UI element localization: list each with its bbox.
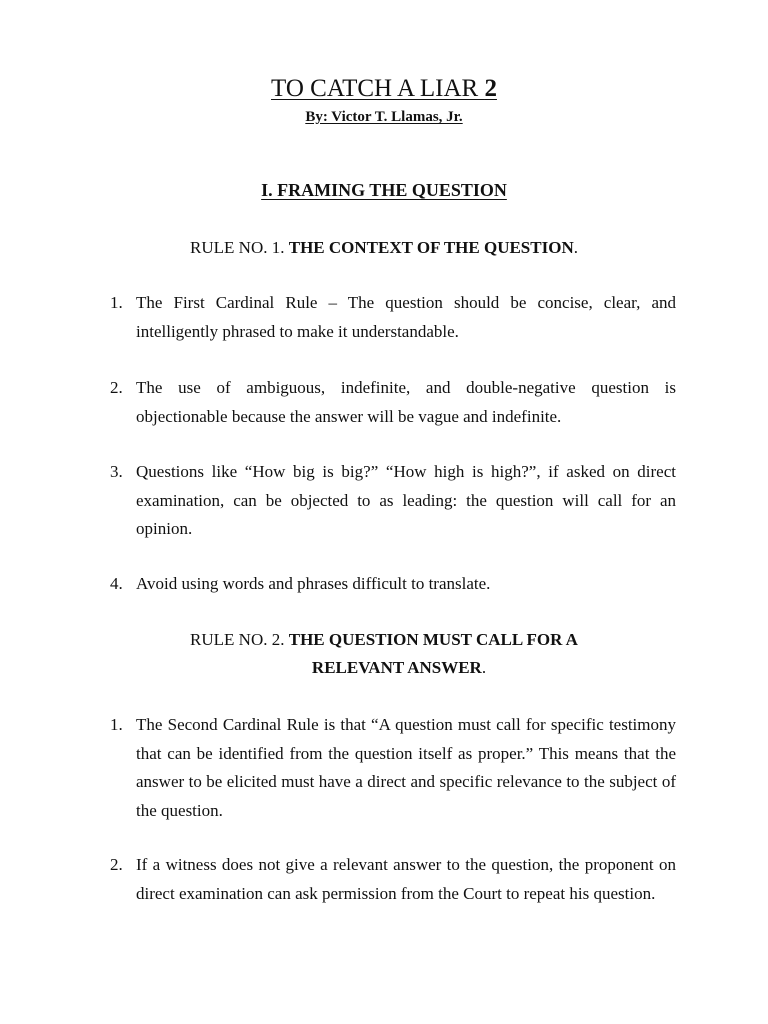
list-item-number: 1.	[110, 715, 123, 734]
rule-2-title-line-2-wrap	[0, 654, 768, 682]
list-item-number: 3.	[110, 462, 123, 481]
list-item	[110, 851, 676, 908]
list-item-number: 4.	[110, 574, 123, 593]
rule-1-title: THE CONTEXT OF THE QUESTION	[288, 238, 574, 257]
list-item-number: 1.	[110, 293, 123, 312]
title-number: 2	[484, 75, 497, 102]
list-item-number: 2.	[110, 855, 123, 874]
rule-2-suffix: .	[481, 658, 487, 677]
rule-2-heading	[0, 626, 768, 682]
list-item-text: The use of ambiguous, indefinite, and double-negative question is objectionable because the answer will be vague and indefinite.	[136, 378, 676, 426]
title-text: TO CATCH A LIAR	[271, 75, 485, 102]
rule-2-title-line-2: RELEVANT ANSWER	[311, 658, 482, 677]
list-item-text: The First Cardinal Rule – The question should be concise, clear, and intelligently phrased to make it understandable.	[136, 293, 676, 341]
list-item	[110, 374, 676, 431]
section-heading: I. FRAMING THE QUESTION	[261, 180, 507, 200]
document-title	[0, 72, 768, 106]
rule-2-prefix: RULE NO. 2.	[190, 630, 289, 649]
rule-1-prefix: RULE NO. 1.	[190, 238, 289, 257]
list-item	[110, 289, 676, 346]
list-item	[110, 711, 676, 825]
rule-2-title-line-1: THE QUESTION MUST CALL FOR A	[288, 630, 578, 649]
author-byline: By: Victor T. Llamas, Jr.	[305, 109, 463, 125]
rule-1-heading	[0, 234, 768, 262]
list-item-number: 2.	[110, 378, 123, 397]
list-item-text: Avoid using words and phrases difficult to translate.	[136, 574, 491, 593]
rule-1-suffix: .	[573, 238, 578, 257]
list-item-text: Questions like “How big is big?” “How high is high?”, if asked on direct examination, can be objected to as leading: the question will call for an opinion.	[136, 462, 676, 538]
list-item-text: If a witness does not give a relevant answer to the question, the proponent on direct examination can ask permission from the Court to repeat his question.	[136, 855, 676, 903]
list-item	[110, 570, 676, 599]
list-item-text: The Second Cardinal Rule is that “A question must call for specific testimony that can be identified from the question itself as proper.” This means that the answer to be elicited must have a direct and specific relevance to the subject of the question.	[136, 715, 676, 820]
list-item	[110, 458, 676, 544]
